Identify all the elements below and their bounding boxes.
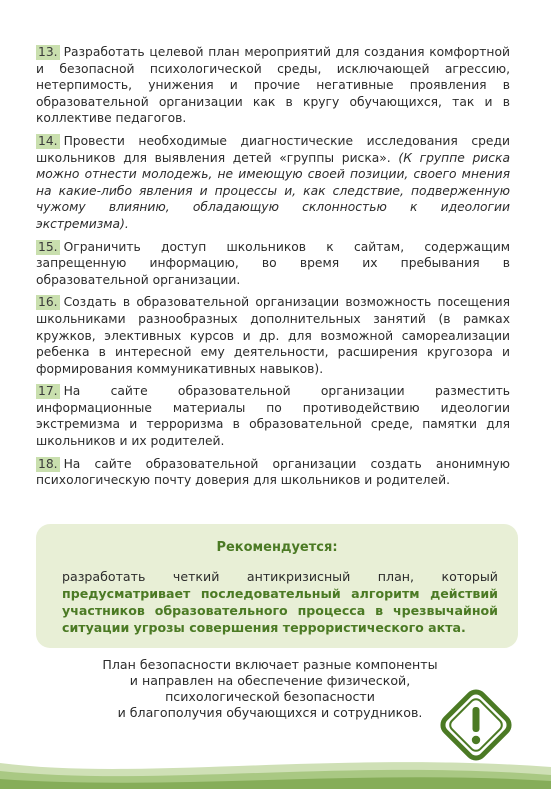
recommendation-panel — [36, 524, 518, 648]
item-number: 17. — [38, 384, 58, 399]
plan-line: психологической безопасности — [165, 689, 375, 704]
recommendation-text-bold: предусматривает последовательный алгоритм действий участников образовательного процесса в чрезвычайной ситуации угрозы совершения террористического акта. — [62, 586, 498, 635]
recommendation-text-plain: разработать четкий антикризисный план, который — [62, 569, 498, 584]
item-text: Создать в образовательной организации возможность посещения школьниками разнообразных дополнительных занятий (в рамках кружков, элективных курсов и др. для возможной самореализации ребенка в интересной ему деятельности, расширения кругозора и формирования коммуникативных навыков). — [36, 295, 510, 376]
item-note: (К группе риска можно отнести молодежь, не имеющую своей позиции, своего мнения на какие-либо явления и процессы и, как следствие, подверженную чужому влиянию, обладающую склонностью к идеологии экстремизма). — [36, 150, 510, 231]
item-text: Провести необходимые диагностические исследования среди школьников для выявления детей «группы риска». — [36, 133, 510, 165]
list-item — [36, 44, 510, 127]
list-item — [36, 456, 510, 489]
item-text: Ограничить доступ школьников к сайтам, содержащим запрещенную информацию, во время их пребывания в образовательной организации. — [36, 239, 510, 287]
recommendation-text — [62, 568, 498, 636]
safety-plan-note — [70, 657, 470, 721]
list-item — [36, 239, 510, 289]
item-number: 14. — [38, 133, 58, 148]
list-item — [36, 383, 510, 449]
item-number: 15. — [38, 239, 58, 254]
recommendation-list — [36, 44, 510, 495]
item-text: На сайте образовательной организации разместить информационные материалы по противодействию идеологии экстремизма и терроризма в образовательной среде, памятки для школьников и их родителей. — [36, 384, 510, 449]
item-text: Разработать целевой план мероприятий для создания комфортной и безопасной психологической среды, исключающей агрессию, нетерпимость, унижения и прочие негативные проявления в образовательной организации как в кругу обучающихся, так и в коллективе педагогов. — [36, 45, 510, 126]
plan-line: План безопасности включает разные компоненты — [102, 657, 438, 672]
item-number: 13. — [38, 45, 58, 59]
list-item — [36, 294, 510, 377]
plan-line: и направлен на обеспечение физической, — [129, 673, 411, 688]
list-item — [36, 133, 510, 233]
item-number: 18. — [38, 456, 58, 471]
recommendation-title: Рекомендуется: — [216, 540, 338, 555]
warning-sign-icon — [436, 685, 516, 765]
item-number: 16. — [38, 295, 58, 310]
item-text: На сайте образовательной организации создать анонимную психологическую почту доверия для школьников и родителей. — [36, 456, 510, 488]
plan-line: и благополучия обучающихся и сотрудников. — [117, 705, 423, 720]
